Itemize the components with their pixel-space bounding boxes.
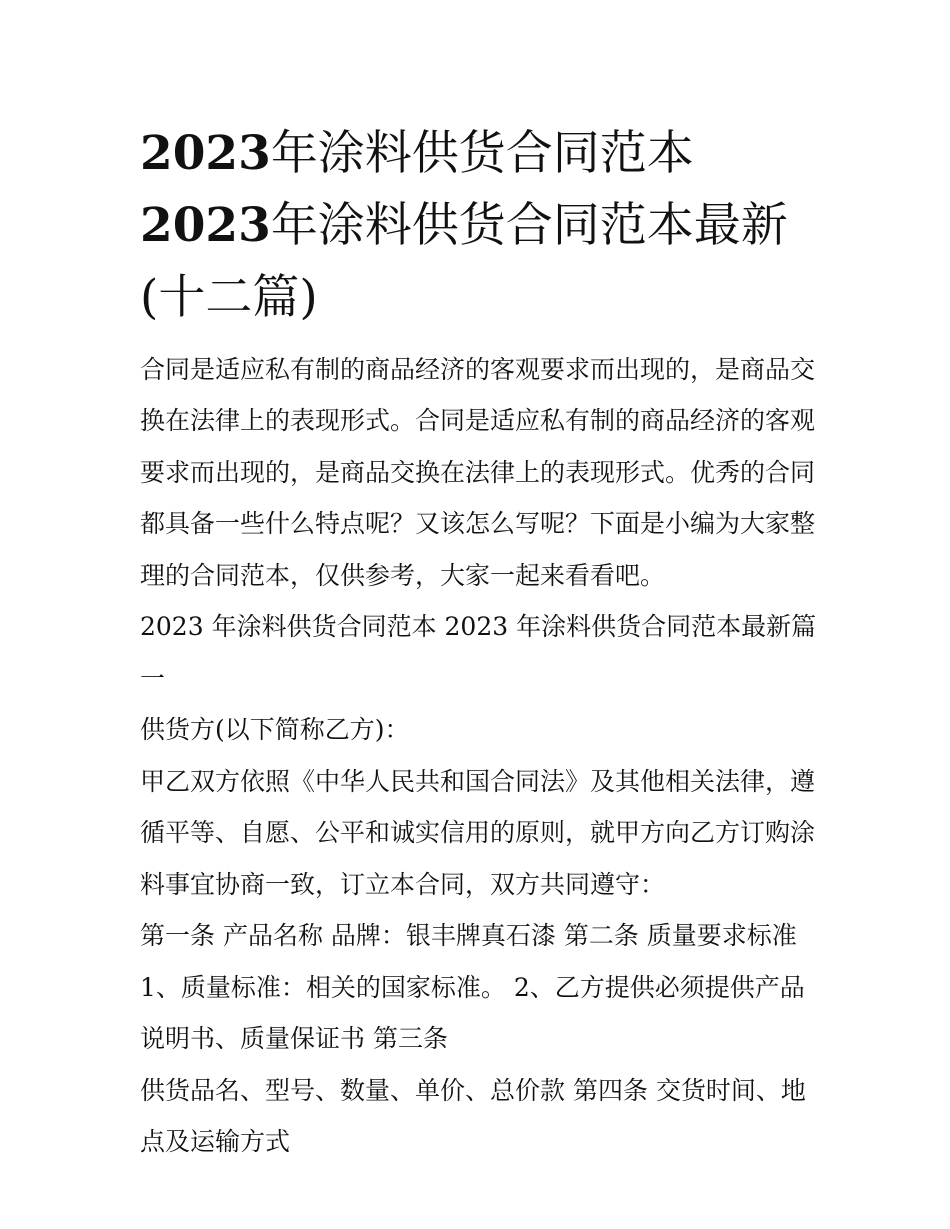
title-text: 年涂料供货合同范本最新 bbox=[270, 197, 788, 253]
section-heading: 2023 年涂料供货合同范本 2023 年涂料供货合同范本最新篇一 bbox=[140, 612, 817, 693]
title-line-2 bbox=[140, 190, 820, 262]
quality-standard: 1、质量标准：相关的国家标准。 2、乙方提供必须提供产品说明书、质量保证书 第三条 bbox=[140, 972, 805, 1054]
document-page bbox=[140, 118, 820, 1168]
title-line-1 bbox=[140, 118, 820, 190]
article-one: 第一条 产品名称 品牌：银丰牌真石漆 第二条 质量要求标准 bbox=[140, 921, 797, 951]
title-line-3 bbox=[140, 262, 820, 334]
intro-paragraph: 合同是适应私有制的商品经济的客观要求而出现的，是商品交换在法律上的表现形式。合同是适应私有制的商品经济的客观要求而出现的，是商品交换在法律上的表现形式。优秀的合同都具备一些什么特点呢？又该怎么写呢？下面是小编为大家整理的合同范本，仅供参考，大家一起来看看吧。 bbox=[140, 354, 816, 590]
title-year: 2023 bbox=[140, 197, 271, 253]
document-title bbox=[140, 118, 820, 334]
title-text: (十二篇) bbox=[140, 269, 318, 325]
goods-details: 供货品名、型号、数量、单价、总价款 第四条 交货时间、地点及运输方式 bbox=[140, 1075, 806, 1157]
title-text: 年涂料供货合同范本 bbox=[270, 126, 694, 181]
supplier-line: 供货方(以下简称乙方)： bbox=[140, 715, 410, 745]
agreement-paragraph: 甲乙双方依照《中华人民共和国合同法》及其他相关法律，遵循平等、自愿、公平和诚实信用的原则，就甲方向乙方订购涂料事宜协商一致，订立本合同，双方共同遵守： bbox=[140, 766, 816, 899]
title-year: 2023 bbox=[140, 126, 271, 181]
